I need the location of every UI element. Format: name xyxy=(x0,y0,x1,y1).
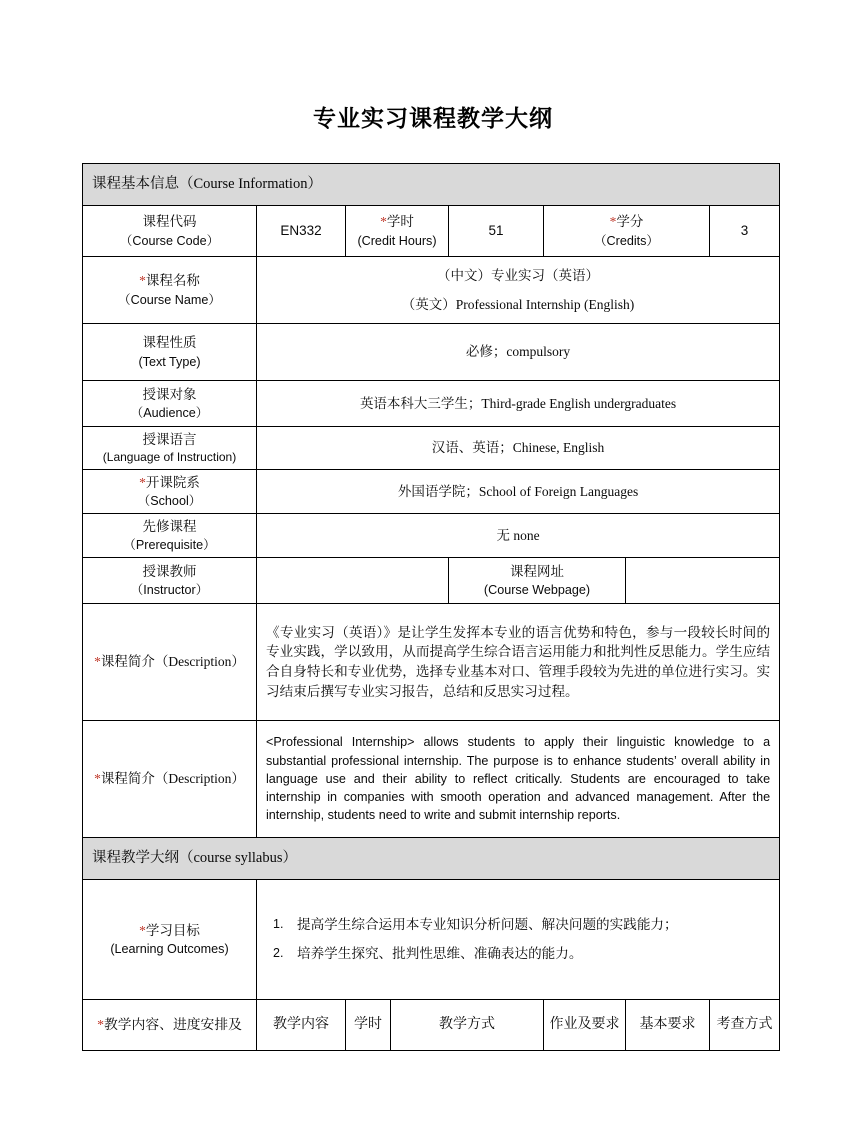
table-row xyxy=(83,206,780,257)
required-asterisk: * xyxy=(94,654,101,670)
value-course-code: EN332 xyxy=(257,206,346,257)
value-school: 外国语学院；School of Foreign Languages xyxy=(257,470,780,514)
label-description-cn xyxy=(83,604,257,721)
label-instructor xyxy=(83,558,257,604)
table-row xyxy=(83,880,780,1000)
table-row xyxy=(83,838,780,880)
label-prerequisite-cn: 先修课程 xyxy=(142,518,197,534)
value-credits: 3 xyxy=(710,206,780,257)
label-course-code-en: （Course Code） xyxy=(119,233,220,248)
table-row xyxy=(83,381,780,427)
column-header-teaching-content: 教学内容 xyxy=(257,1000,346,1051)
column-header-basic-requirements: 基本要求 xyxy=(626,1000,710,1051)
value-language-of-instruction: 汉语、英语；Chinese, English xyxy=(257,427,780,470)
value-course-webpage[interactable] xyxy=(626,558,780,604)
label-prerequisite-en: （Prerequisite） xyxy=(123,538,216,553)
table-row xyxy=(83,257,780,324)
value-learning-outcomes xyxy=(257,880,780,1000)
page-title: 专业实习课程教学大纲 xyxy=(313,106,553,131)
required-asterisk: * xyxy=(97,1017,104,1032)
value-text-type: 必修；compulsory xyxy=(257,324,780,381)
label-instructor-cn: 授课教师 xyxy=(142,563,197,579)
table-row xyxy=(83,324,780,381)
learning-outcomes-list xyxy=(267,915,769,963)
label-course-name-en: （Course Name） xyxy=(118,292,221,307)
section-header-course-syllabus: 课程教学大纲（course syllabus） xyxy=(83,838,780,880)
label-teaching-content-schedule-text: 教学内容、进度安排及 xyxy=(103,1017,242,1032)
value-description-en: <Professional Internship> allows students to apply their linguistic knowledge to a substantial professional internship. The purpose is to enhance students’ overall ability in language use and their ability to reflect critically. Students are encouraged to take internship in companies with smooth operation and advanced management. After the internship, students need to write and submit internship reports. xyxy=(257,721,780,838)
label-credit-hours-cn: *学时 xyxy=(380,214,414,230)
required-asterisk: * xyxy=(380,214,387,230)
column-header-teaching-method: 教学方式 xyxy=(391,1000,544,1051)
label-audience xyxy=(83,381,257,427)
label-language-of-instruction xyxy=(83,427,257,470)
required-asterisk: * xyxy=(139,922,146,938)
value-audience: 英语本科大三学生；Third-grade English undergraduates xyxy=(257,381,780,427)
required-asterisk: * xyxy=(139,474,146,490)
label-school-cn: *开课院系 xyxy=(139,474,200,490)
required-asterisk: * xyxy=(609,214,617,230)
label-language-cn: 授课语言 xyxy=(142,431,197,447)
label-learning-outcomes xyxy=(83,880,257,1000)
label-school-en: （School） xyxy=(137,494,202,509)
table-row xyxy=(83,1000,780,1051)
value-prerequisite: 无 none xyxy=(257,514,780,558)
label-credits xyxy=(544,206,710,257)
label-course-webpage-cn: 课程网址 xyxy=(510,563,564,579)
label-credits-cn: *学分 xyxy=(609,214,644,230)
value-instructor[interactable] xyxy=(257,558,449,604)
label-language-en: (Language of Instruction) xyxy=(102,450,237,465)
column-header-assessment-method: 考查方式 xyxy=(710,1000,780,1051)
required-asterisk: * xyxy=(94,771,101,787)
label-credit-hours-en: (Credit Hours) xyxy=(357,233,437,248)
list-item-text: 提高学生综合运用本专业知识分析问题、解决问题的实践能力； xyxy=(297,917,678,933)
column-header-assignments: 作业及要求 xyxy=(544,1000,626,1051)
label-teaching-content-schedule xyxy=(83,1000,257,1051)
label-audience-en: （Audience） xyxy=(130,406,209,421)
table-row xyxy=(83,470,780,514)
value-course-name xyxy=(257,257,780,324)
label-description-cn-text: 课程简介（Description） xyxy=(100,654,245,670)
label-text-type-cn: 课程性质 xyxy=(142,335,197,351)
syllabus-table xyxy=(82,163,780,1051)
table-row xyxy=(83,427,780,470)
label-course-code xyxy=(83,206,257,257)
label-course-webpage-en: (Course Webpage) xyxy=(483,583,591,598)
list-item-number: 1. xyxy=(273,917,284,932)
label-instructor-en: （Instructor） xyxy=(130,583,209,598)
section-header-course-information: 课程基本信息（Course Information） xyxy=(83,164,780,206)
course-name-english: （英文）Professional Internship (English) xyxy=(401,296,635,312)
column-header-credit-hours: 学时 xyxy=(346,1000,391,1051)
label-course-name xyxy=(83,257,257,324)
required-asterisk: * xyxy=(139,273,146,289)
label-school xyxy=(83,470,257,514)
value-credit-hours: 51 xyxy=(449,206,544,257)
label-course-webpage xyxy=(449,558,626,604)
label-text-type xyxy=(83,324,257,381)
label-credit-hours xyxy=(346,206,449,257)
table-row xyxy=(83,164,780,206)
list-item xyxy=(271,944,769,964)
list-item-number: 2. xyxy=(273,946,284,960)
label-prerequisite xyxy=(83,514,257,558)
value-description-cn: 《专业实习（英语）》是让学生发挥本专业的语言优势和特色，参与一段较长时间的专业实践，学以致用，从而提高学生综合语言运用能力和批判性反思能力。学生应结合自身特长和专业优势，选择专业基本对口、管理手段较为先进的单位进行实习。实习结束后撰写专业实习报告，总结和反思实习过程。 xyxy=(257,604,780,721)
list-item-text: 培养学生探究、批判性思维、准确表达的能力。 xyxy=(297,946,583,961)
label-text-type-en: (Text Type) xyxy=(138,354,201,369)
table-row xyxy=(83,721,780,838)
table-row xyxy=(83,558,780,604)
label-credits-en: （Credits） xyxy=(593,233,660,248)
label-learning-outcomes-en: (Learning Outcomes) xyxy=(110,942,229,957)
table-row xyxy=(83,604,780,721)
course-name-chinese: （中文）专业实习（英语） xyxy=(437,267,600,283)
label-course-name-cn: *课程名称 xyxy=(139,273,200,289)
list-item xyxy=(271,915,769,935)
label-description-en xyxy=(83,721,257,838)
label-description-en-text: 课程简介（Description） xyxy=(100,771,245,787)
label-audience-cn: 授课对象 xyxy=(142,386,197,402)
table-row xyxy=(83,514,780,558)
label-learning-outcomes-cn: *学习目标 xyxy=(139,922,200,938)
label-course-code-cn: 课程代码 xyxy=(142,214,197,230)
